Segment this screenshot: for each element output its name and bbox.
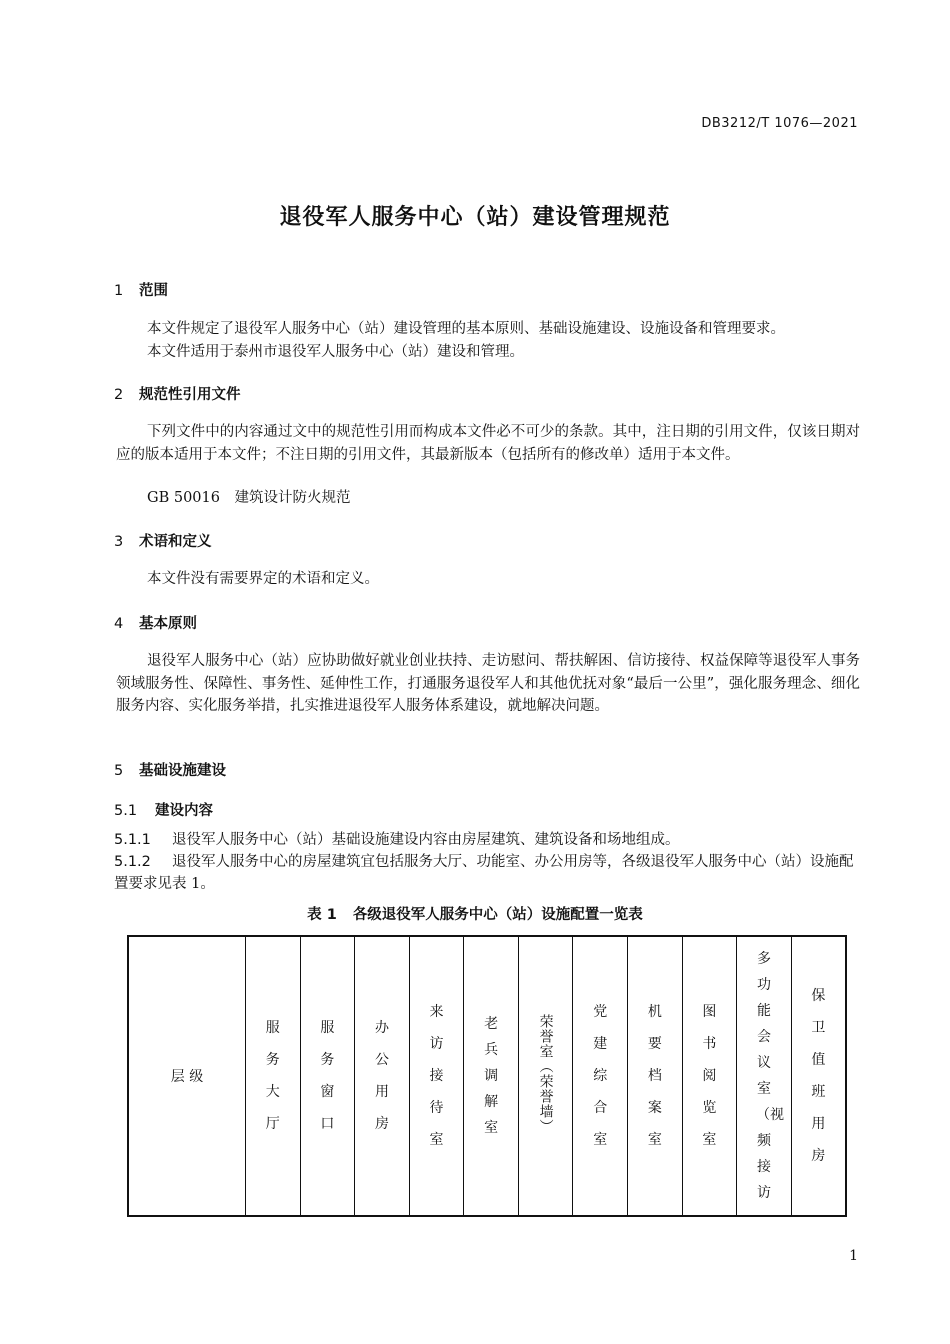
header-text: 荣誉室（荣誉墙） (537, 1014, 554, 1134)
section-title: 范围 (139, 283, 168, 299)
clause-text: 退役军人服务中心（站）基础设施建设内容由房屋建筑、建筑设备和场地组成。 (172, 832, 680, 848)
table-header-row (128, 936, 846, 1216)
header-archive-room (628, 936, 683, 1216)
clause-number: 5.1.2 (114, 854, 151, 870)
section-3-para-1: 本文件没有需要界定的术语和定义。 (147, 571, 379, 587)
header-text: 党建综合室 (593, 1004, 608, 1148)
header-security-room (791, 936, 846, 1216)
header-text: 图书阅览室 (702, 1004, 717, 1148)
section-1-para-1: 本文件规定了退役军人服务中心（站）建设管理的基本原则、基础设施建设、设施设备和管理要求。 (147, 321, 785, 337)
subsection-number: 5.1 (114, 803, 138, 819)
document-code: DB3212/T 1076—2021 (701, 116, 858, 131)
section-title: 术语和定义 (139, 534, 212, 550)
header-text: 服务大厅 (265, 1020, 280, 1132)
section-3-heading (114, 530, 212, 551)
clause-5-1-1 (114, 829, 860, 851)
section-number: 1 (114, 283, 124, 299)
clause-5-1-2 (114, 851, 860, 895)
section-number: 4 (114, 616, 124, 632)
subsection-5-1-heading (114, 799, 213, 820)
table-label: 表 1 (307, 907, 337, 923)
section-title: 规范性引用文件 (139, 387, 241, 403)
header-level (128, 936, 246, 1216)
section-1-para-2: 本文件适用于泰州市退役军人服务中心（站）建设和管理。 (147, 344, 524, 360)
header-text: 服务窗口 (320, 1020, 335, 1132)
header-service-hall (246, 936, 301, 1216)
header-text: 老兵调解室 (484, 1016, 499, 1136)
section-1-heading (114, 279, 168, 300)
page-number: 1 (849, 1248, 858, 1264)
section-2-para-1: 下列文件中的内容通过文中的规范性引用而构成本文件必不可少的条款。其中，注日期的引用文件，仅该日期对应的版本适用于本文件；不注日期的引用文件，其最新版本（包括所有的修改单）适用于本文件。 (116, 424, 860, 463)
header-reading-room (682, 936, 737, 1216)
header-service-window (300, 936, 355, 1216)
section-number: 5 (114, 763, 124, 779)
header-text: 层 级 (170, 1069, 204, 1085)
header-text: 保卫值班用房 (811, 988, 826, 1164)
header-office-room (355, 936, 410, 1216)
section-title: 基础设施建设 (139, 763, 226, 779)
normative-reference: GB 50016 建筑设计防火规范 (147, 490, 351, 506)
clause-number: 5.1.1 (114, 832, 151, 848)
header-honor-room (518, 936, 573, 1216)
table-caption (0, 903, 950, 924)
header-text: 来访接待室 (429, 1004, 444, 1148)
facility-config-table (127, 935, 847, 1217)
header-text: 办公用房 (374, 1020, 389, 1132)
section-2-heading (114, 383, 241, 404)
header-text: 机要档案室 (647, 1004, 662, 1148)
header-mediation-room (464, 936, 519, 1216)
section-5-heading (114, 759, 226, 780)
section-4-heading (114, 612, 197, 633)
subsection-title: 建设内容 (155, 803, 213, 819)
header-meeting-room (737, 936, 792, 1216)
section-4-para-1: 退役军人服务中心（站）应协助做好就业创业扶持、走访慰问、帮扶解困、信访接待、权益保障等退役军人事务领域服务性、保障性、事务性、延伸性工作，打通服务退役军人和其他优抚对象“最后一公里”，强化服务理念、细化服务内容、实化服务举措，扎实推进退役军人服务体系建设，就地解决问题。 (116, 653, 860, 714)
section-number: 2 (114, 387, 124, 403)
table-title: 各级退役军人服务中心（站）设施配置一览表 (352, 907, 643, 923)
header-text: 多功能会议室（视频接访 (755, 951, 784, 1201)
clause-text: 退役军人服务中心的房屋建筑宜包括服务大厅、功能室、办公用房等，各级退役军人服务中心（站）设施配置要求见表 1。 (114, 854, 854, 892)
header-reception-room (409, 936, 464, 1216)
header-party-room (573, 936, 628, 1216)
document-title: 退役军人服务中心（站）建设管理规范 (279, 205, 671, 230)
section-number: 3 (114, 534, 124, 550)
section-title: 基本原则 (139, 616, 197, 632)
